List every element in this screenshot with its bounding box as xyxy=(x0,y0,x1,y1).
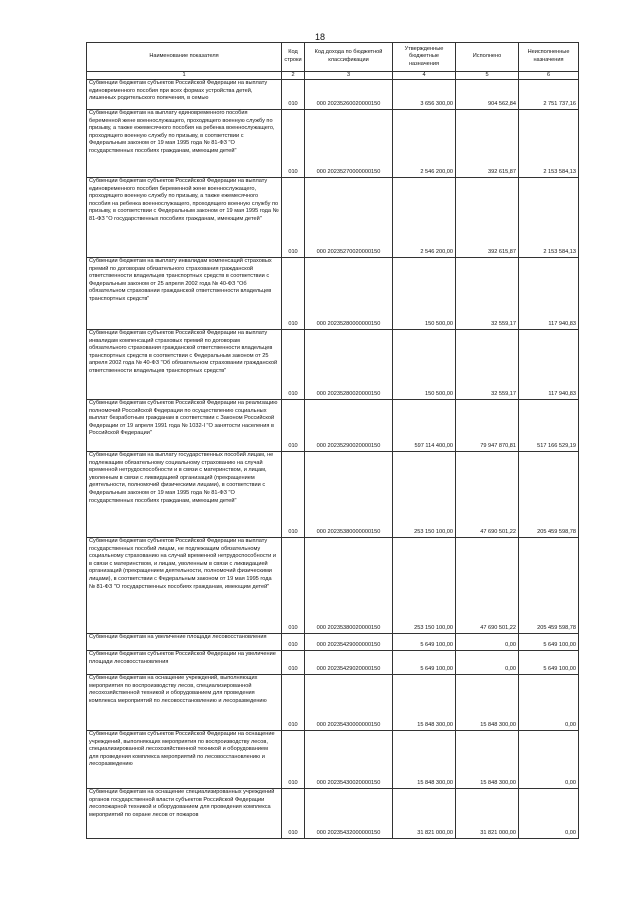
table-row xyxy=(87,538,579,634)
row-approved: 253 150 100,00 xyxy=(393,538,456,634)
row-name: Субвенции бюджетам субъектов Российской Федерации на выплату единовременного пособия при всех формах устройства детей, лишенных родительского попечения, в семью xyxy=(87,80,282,110)
header-income-code: Код дохода по бюджетной классификации xyxy=(305,43,393,72)
row-unexecuted: 205 459 598,78 xyxy=(519,538,579,634)
column-number: 1 xyxy=(87,72,282,80)
row-approved: 15 848 300,00 xyxy=(393,675,456,731)
row-line-code: 010 xyxy=(282,178,305,258)
table-row xyxy=(87,110,579,178)
row-line-code: 010 xyxy=(282,634,305,651)
row-name: Субвенции бюджетам на выплату государственных пособий лицам, не подлежащим обязательному социальному страхованию на случай временной нетрудоспособности и в связи с материнством, и лицам, уволенным в связи с ликвидацией организаций (прекращением деятельности, полномочий физическими лицами), в соответствии с Федеральным законом от 19 мая 1995 года № 81-ФЗ "О государственных пособиях гражданам, имеющим детей" xyxy=(87,452,282,538)
row-executed: 32 559,17 xyxy=(456,330,519,400)
table-row xyxy=(87,651,579,675)
column-number-row xyxy=(87,72,579,80)
row-unexecuted: 205 459 598,78 xyxy=(519,452,579,538)
row-executed: 47 690 501,22 xyxy=(456,452,519,538)
row-line-code: 010 xyxy=(282,789,305,839)
row-executed: 47 690 501,22 xyxy=(456,538,519,634)
row-approved: 150 500,00 xyxy=(393,258,456,330)
row-name: Субвенции бюджетам субъектов Российской Федерации на выплату государственных пособий лицам, не подлежащим обязательному социальному страхованию на случай временной нетрудоспособности и в связи с материнством, и лицам, уволенным в связи с ликвидацией организаций (прекращением деятельности, полномочий физическими лицами), в соответствии с Федеральным законом от 19 мая 1995 года № 81-ФЗ "О государственных пособиях гражданам, имеющим детей" xyxy=(87,538,282,634)
row-unexecuted: 0,00 xyxy=(519,731,579,789)
row-unexecuted: 5 649 100,00 xyxy=(519,651,579,675)
row-approved: 5 649 100,00 xyxy=(393,634,456,651)
row-unexecuted: 0,00 xyxy=(519,789,579,839)
table-row xyxy=(87,178,579,258)
table-row xyxy=(87,400,579,452)
row-approved: 15 848 300,00 xyxy=(393,731,456,789)
row-name: Субвенции бюджетам на выплату инвалидам компенсаций страховых премий по договорам обязательного страхования гражданской ответственности владельцев транспортных средств в соответствии с Федеральным законом от 25 апреля 2002 года № 40-ФЗ "Об обязательном страховании гражданской ответственности владельцев транспортных средств" xyxy=(87,258,282,330)
table-row xyxy=(87,731,579,789)
header-unexecuted: Неисполненные назначения xyxy=(519,43,579,72)
row-approved: 5 649 100,00 xyxy=(393,651,456,675)
row-income-code: 000 20235432000000150 xyxy=(305,789,393,839)
row-name: Субвенции бюджетам субъектов Российской Федерации на выплату единовременного пособия беременной жене военнослужащего, проходящего военную службу по призыву, а также ежемесячного пособия на ребенка военнослужащего, проходящего военную службу по призыву, в соответствии с Федеральным законом от 19 мая 1995 года № 81-ФЗ "О государственных пособиях гражданам, имеющим детей" xyxy=(87,178,282,258)
row-name: Субвенции бюджетам на оснащение специализированных учреждений органов государственной власти субъектов Российской Федерации лесопожарной техникой и оборудованием для проведения комплекса мероприятий по охране лесов от пожаров xyxy=(87,789,282,839)
row-income-code: 000 20235380000000150 xyxy=(305,452,393,538)
row-approved: 150 500,00 xyxy=(393,330,456,400)
table-row xyxy=(87,258,579,330)
column-number: 6 xyxy=(519,72,579,80)
header-row xyxy=(87,43,579,72)
row-unexecuted: 517 166 529,19 xyxy=(519,400,579,452)
row-income-code: 000 20235270000000150 xyxy=(305,110,393,178)
row-line-code: 010 xyxy=(282,400,305,452)
row-income-code: 000 20235280000000150 xyxy=(305,258,393,330)
table-row xyxy=(87,675,579,731)
table-row xyxy=(87,634,579,651)
column-number: 4 xyxy=(393,72,456,80)
row-income-code: 000 20235270020000150 xyxy=(305,178,393,258)
row-executed: 31 821 000,00 xyxy=(456,789,519,839)
header-approved: Утвержденные бюджетные назначения xyxy=(393,43,456,72)
row-unexecuted: 5 649 100,00 xyxy=(519,634,579,651)
row-income-code: 000 20235380020000150 xyxy=(305,538,393,634)
row-line-code: 010 xyxy=(282,258,305,330)
row-income-code: 000 20235430020000150 xyxy=(305,731,393,789)
row-executed: 32 559,17 xyxy=(456,258,519,330)
row-income-code: 000 20235280020000150 xyxy=(305,330,393,400)
column-number: 5 xyxy=(456,72,519,80)
row-approved: 2 546 200,00 xyxy=(393,178,456,258)
row-approved: 31 821 000,00 xyxy=(393,789,456,839)
row-executed: 392 615,87 xyxy=(456,178,519,258)
budget-execution-table xyxy=(86,42,579,839)
row-income-code: 000 20235430000000150 xyxy=(305,675,393,731)
row-executed: 392 615,87 xyxy=(456,110,519,178)
row-unexecuted: 117 940,83 xyxy=(519,258,579,330)
row-name: Субвенции бюджетам на оснащение учреждений, выполняющих мероприятия по воспроизводству лесов, специализированной лесохозяйственной техникой и оборудованием для проведения комплекса мероприятий по лесовосстановлению и лесоразведению xyxy=(87,675,282,731)
row-approved: 597 114 400,00 xyxy=(393,400,456,452)
table-row xyxy=(87,452,579,538)
header-executed: Исполнено xyxy=(456,43,519,72)
row-line-code: 010 xyxy=(282,675,305,731)
row-income-code: 000 20235429020000150 xyxy=(305,651,393,675)
row-income-code: 000 20235429000000150 xyxy=(305,634,393,651)
column-number: 2 xyxy=(282,72,305,80)
row-approved: 3 656 300,00 xyxy=(393,80,456,110)
header-line-code: Код строки xyxy=(282,43,305,72)
row-line-code: 010 xyxy=(282,538,305,634)
row-executed: 0,00 xyxy=(456,634,519,651)
table-row xyxy=(87,330,579,400)
row-income-code: 000 20235290020000150 xyxy=(305,400,393,452)
page-number: 18 xyxy=(314,32,325,42)
row-executed: 15 848 300,00 xyxy=(456,675,519,731)
row-name: Субвенции бюджетам субъектов Российской Федерации на реализацию полномочий Российской Федерации по осуществлению социальных выплат безработным гражданам в соответствии с Законом Российской Федерации от 19 апреля 1991 года № 1032-I "О занятости населения в Российской Федерации" xyxy=(87,400,282,452)
table-row xyxy=(87,80,579,110)
row-name: Субвенции бюджетам субъектов Российской Федерации на оснащение учреждений, выполняющих мероприятия по воспроизводству лесов, специализированной лесохозяйственной техникой и оборудованием для проведения комплекса мероприятий по лесовосстановлению и лесоразведению xyxy=(87,731,282,789)
row-line-code: 010 xyxy=(282,651,305,675)
row-name: Субвенции бюджетам на выплату единовременного пособия беременной жене военнослужащего, проходящего военную службу по призыву, а также ежемесячного пособия на ребенка военнослужащего, проходящего военную службу по призыву, в соответствии с Федеральным законом от 19 мая 1995 года № 81-ФЗ "О государственных пособиях гражданам, имеющим детей" xyxy=(87,110,282,178)
row-executed: 15 848 300,00 xyxy=(456,731,519,789)
row-approved: 253 150 100,00 xyxy=(393,452,456,538)
header-name: Наименование показателя xyxy=(87,43,282,72)
row-unexecuted: 2 751 737,16 xyxy=(519,80,579,110)
row-name: Субвенции бюджетам субъектов Российской Федерации на увеличение площади лесовосстановления xyxy=(87,651,282,675)
row-unexecuted: 117 940,83 xyxy=(519,330,579,400)
row-line-code: 010 xyxy=(282,110,305,178)
row-executed: 0,00 xyxy=(456,651,519,675)
row-name: Субвенции бюджетам субъектов Российской Федерации на выплату инвалидам компенсаций страховых премий по договорам обязательного страхования гражданской ответственности владельцев транспортных средств в соответствии с Федеральным законом от 25 апреля 2002 года № 40-ФЗ "Об обязательном страховании гражданской ответственности владельцев транспортных средств" xyxy=(87,330,282,400)
row-unexecuted: 0,00 xyxy=(519,675,579,731)
table-row xyxy=(87,789,579,839)
row-line-code: 010 xyxy=(282,731,305,789)
column-number: 3 xyxy=(305,72,393,80)
row-name: Субвенции бюджетам на увеличение площади лесовосстановления xyxy=(87,634,282,651)
row-approved: 2 546 200,00 xyxy=(393,110,456,178)
row-executed: 904 562,84 xyxy=(456,80,519,110)
row-line-code: 010 xyxy=(282,452,305,538)
row-income-code: 000 20235260020000150 xyxy=(305,80,393,110)
row-unexecuted: 2 153 584,13 xyxy=(519,178,579,258)
row-line-code: 010 xyxy=(282,330,305,400)
row-line-code: 010 xyxy=(282,80,305,110)
row-unexecuted: 2 153 584,13 xyxy=(519,110,579,178)
row-executed: 79 947 870,81 xyxy=(456,400,519,452)
